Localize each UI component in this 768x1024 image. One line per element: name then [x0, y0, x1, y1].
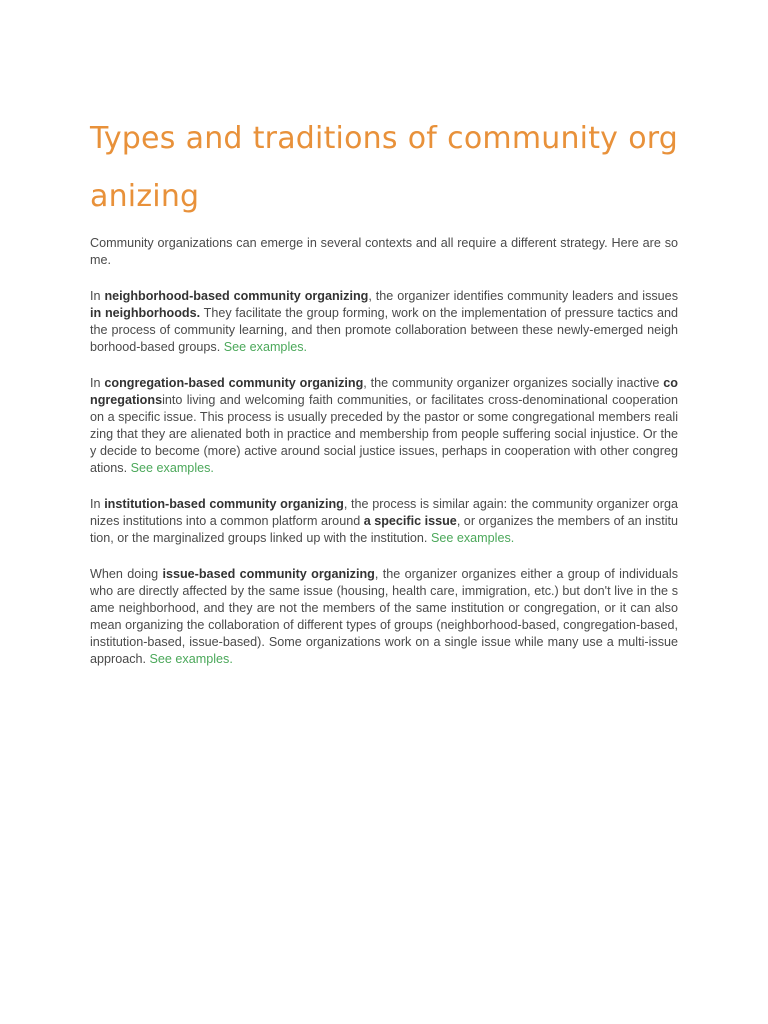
paragraph-text: In [90, 376, 105, 390]
paragraph-text: They facilitate the group forming, work on the implementation of pressure tactics and the process of community learning, and then promote collaboration between these newly-emerged neighborhood-based groups. [90, 306, 678, 354]
paragraph-bold-term: a specific issue [363, 514, 457, 528]
paragraph-bold-term: institution-based community organizing [104, 497, 344, 511]
see-examples-link-institution[interactable]: See examples. [430, 531, 515, 545]
paragraph-bold-term: congregation-based community organizing [104, 376, 364, 390]
paragraph-text: When doing [90, 567, 163, 581]
see-examples-link-issue[interactable]: See examples. [149, 652, 233, 666]
intro-paragraph: Community organizations can emerge in several contexts and all require a different strategy. Here are some. [90, 236, 678, 267]
paragraph-bold-term: issue-based community organizing [162, 567, 375, 581]
paragraph-text: into living and welcoming faith communities, or facilitates cross-denominational cooperation on a specific issue. This process is usually preceded by the pastor or some congregational members realizing that they are alienated both in practice and membership from people suffering social injustice. Or they decide to become (more) active around social justice issues, perhaps in cooperation with other congregations. [90, 393, 678, 475]
paragraph-text: , the organizer identifies community leaders and issues [368, 289, 678, 303]
paragraph-text: , or organizes the members of an institution, or the marginalized groups linked up with the institution. [90, 514, 679, 545]
paragraph-text: In [90, 289, 105, 303]
document-body [90, 235, 678, 687]
see-examples-link-neighborhood[interactable]: See examples. [223, 340, 308, 354]
paragraph-text: In [90, 497, 105, 511]
paragraph-bold-term: in neighborhoods. [90, 306, 201, 320]
paragraph-text: , the organizer organizes either a group of individuals who are directly affected by the same issue (housing, health care, immigration, etc.) but don't live in the same neighborhood, and they are not the members of the same institution or congregation, or it can also mean organizing the collaboration of different types of groups (neighborhood-based, congregation-based, institution-based, issue-based). Some organizations work on a single issue while many use a multi-issue approach. [90, 567, 678, 666]
paragraph-text: , the process is similar again: the community organizer organizes institutions into a common platform around [90, 497, 678, 528]
neighborhood-paragraph [90, 288, 678, 356]
page-title: Types and traditions of community organizing [90, 121, 678, 214]
see-examples-link-congregation[interactable]: See examples. [130, 461, 214, 475]
paragraph-bold-term: congregations [90, 376, 678, 407]
issue-paragraph [90, 566, 678, 668]
paragraph-bold-term: neighborhood-based community organizing [104, 289, 369, 303]
paragraph-text: , the community organizer organizes socially inactive [363, 376, 664, 390]
congregation-paragraph [90, 375, 678, 477]
institution-paragraph [90, 496, 678, 547]
